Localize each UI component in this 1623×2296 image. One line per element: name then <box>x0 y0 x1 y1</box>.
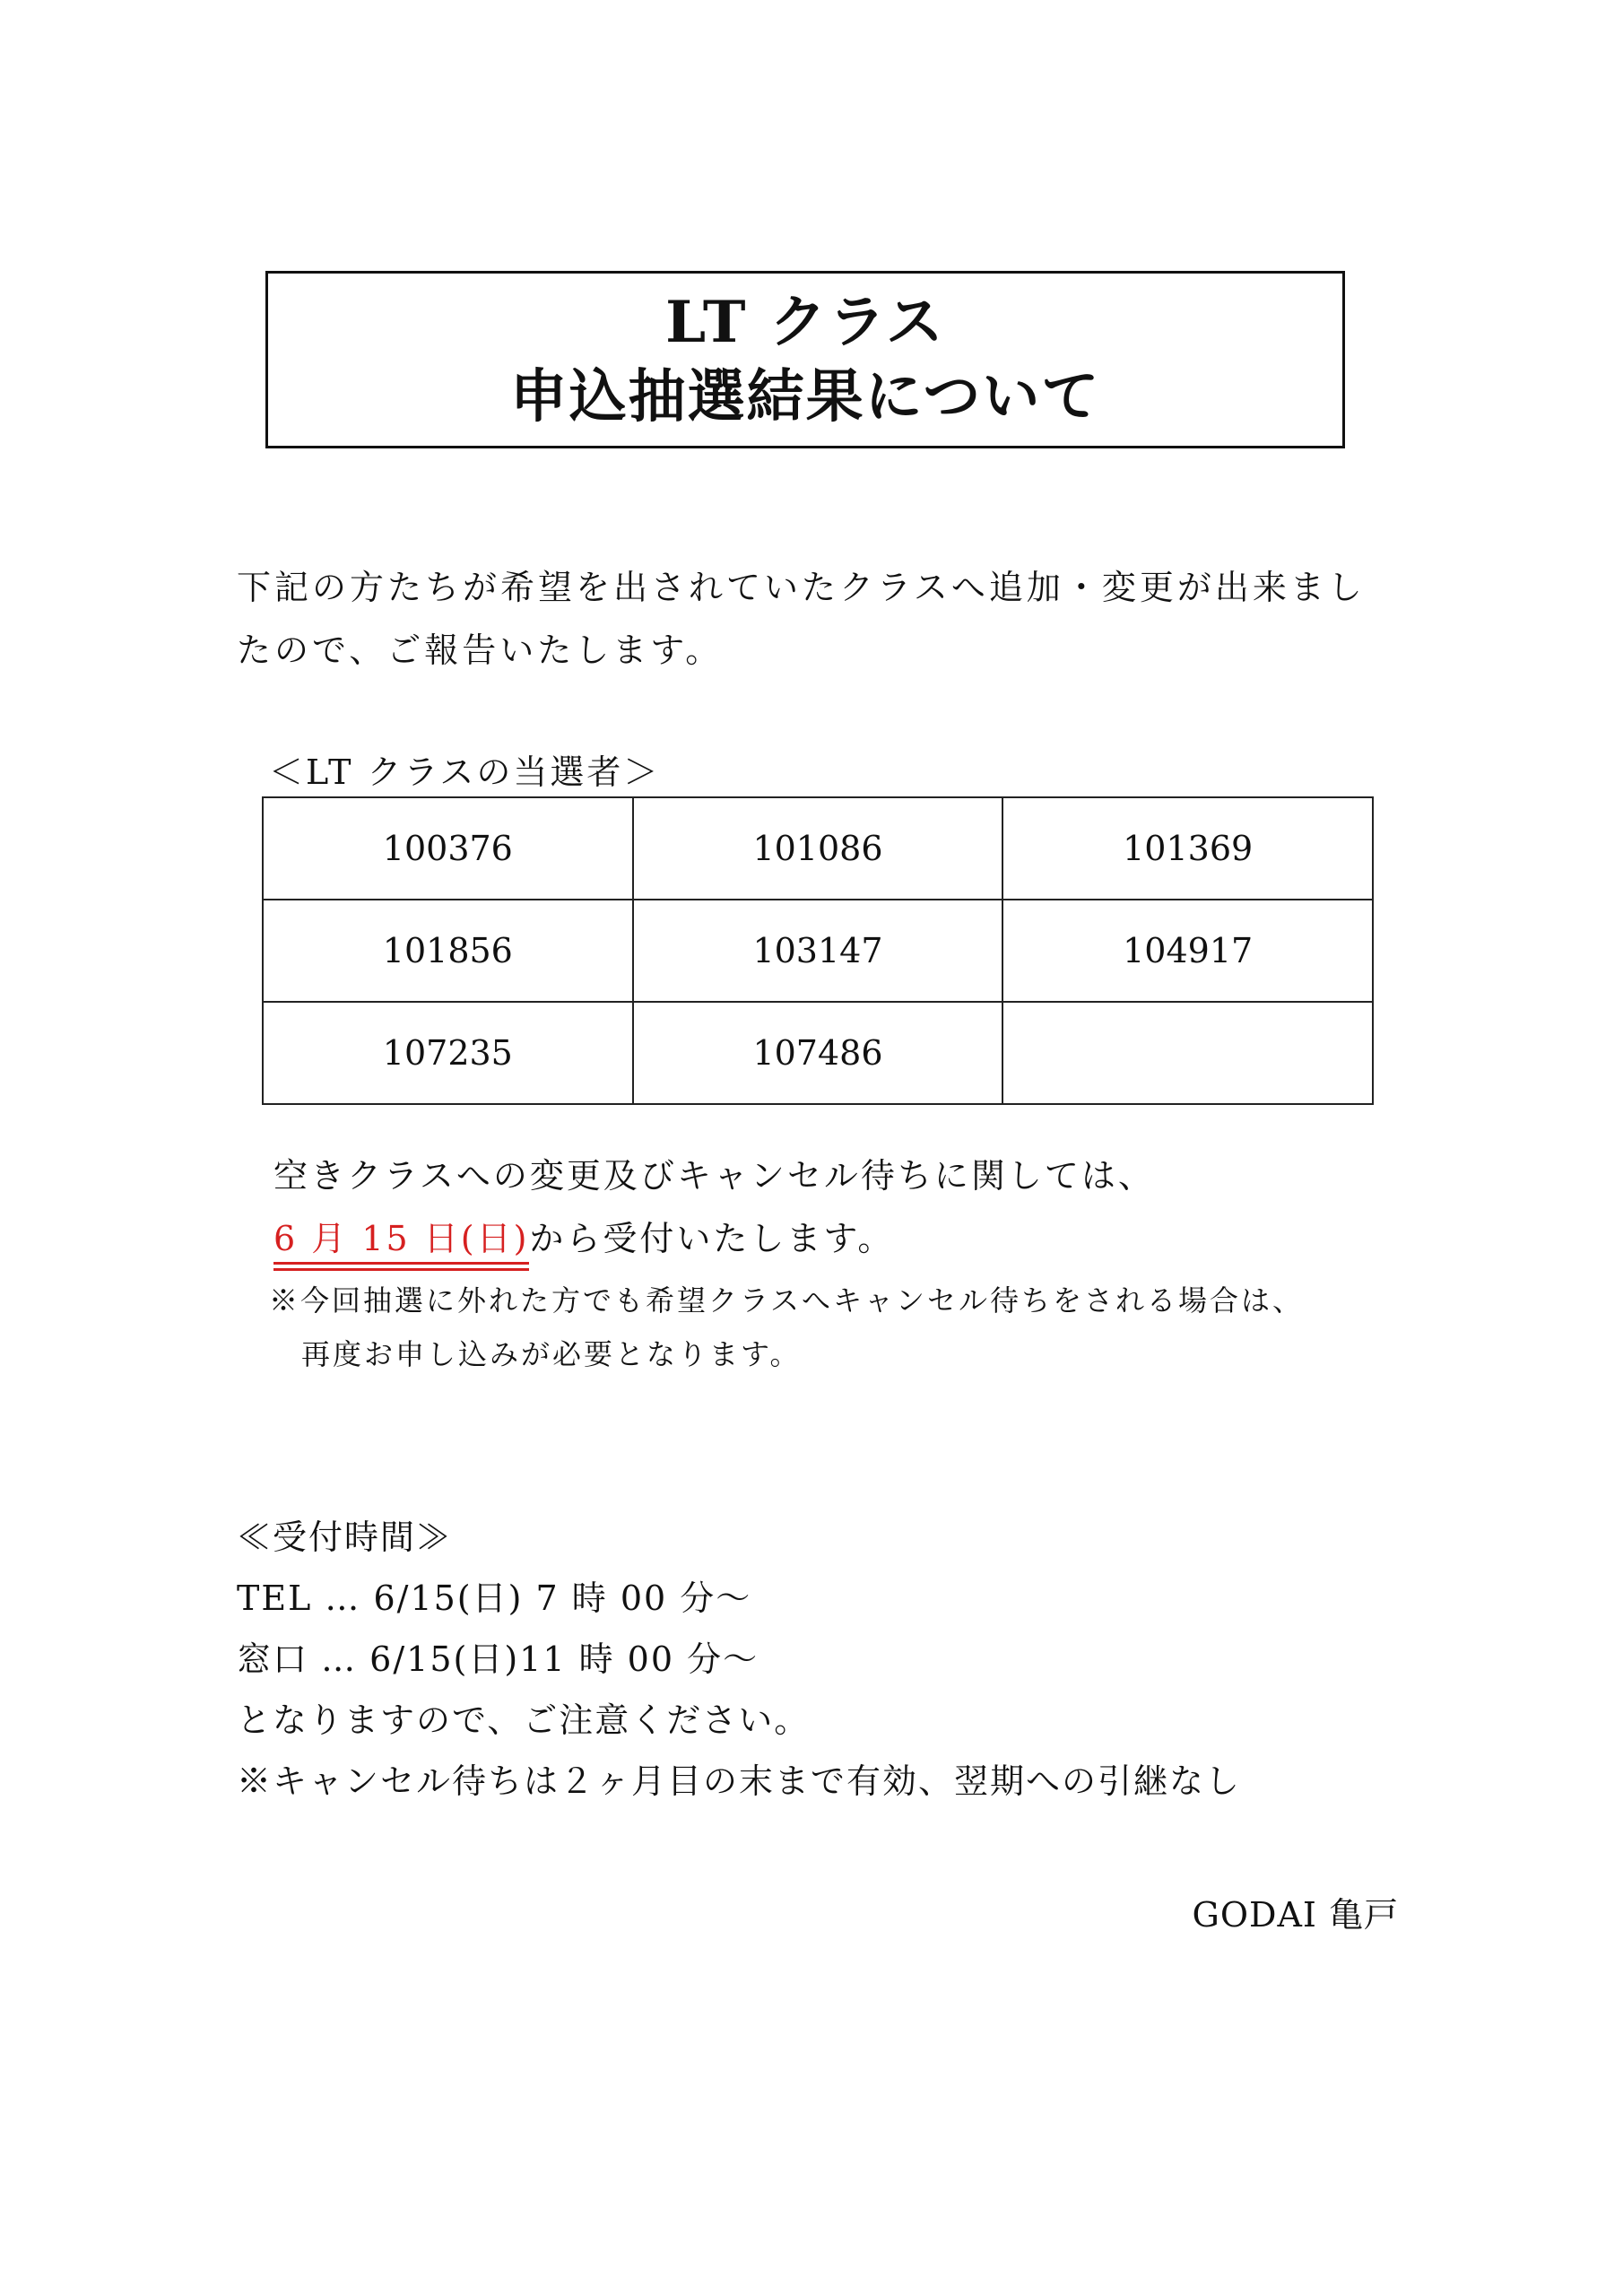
winner-cell: 101856 <box>263 900 633 1002</box>
hours-heading: ≪受付時間≫ <box>237 1518 453 1557</box>
hours-note: ※キャンセル待ちは２ヶ月目の末まで有効、翌期への引継なし <box>237 1761 1242 1801</box>
title-box <box>265 271 1345 448</box>
notice-block <box>273 1144 1155 1270</box>
table-row <box>263 1002 1373 1104</box>
winner-cell: 104917 <box>1002 900 1373 1002</box>
hours-counter: 窓口 … 6/15(日)11 時 00 分～ <box>237 1639 759 1679</box>
winner-cell-empty <box>1002 1002 1373 1104</box>
intro-paragraph <box>237 556 1411 682</box>
reception-hours <box>237 1507 1241 1812</box>
intro-line-2: たので、ご報告いたします。 <box>237 631 724 670</box>
winner-cell: 103147 <box>633 900 1003 1002</box>
lottery-note <box>269 1274 1304 1381</box>
notice-line-1: 空きクラスへの変更及びキャンセル待ちに関しては、 <box>273 1156 1155 1196</box>
winner-cell: 101369 <box>1002 797 1373 900</box>
table-row <box>263 797 1373 900</box>
notice-line-2 <box>273 1207 1155 1270</box>
hours-caution: となりますので、ご注意ください。 <box>237 1700 811 1740</box>
intro-line-1: 下記の方たちが希望を出されていたクラスへ追加・変更が出来まし <box>237 568 1366 607</box>
winner-cell: 107486 <box>633 1002 1003 1104</box>
title-line-1: LT クラス <box>665 288 945 356</box>
notice-line-2-suffix: から受付いたします。 <box>529 1219 895 1258</box>
hours-tel: TEL … 6/15(日) 7 時 00 分～ <box>237 1578 752 1618</box>
table-row <box>263 900 1373 1002</box>
winner-cell: 107235 <box>263 1002 633 1104</box>
winners-table <box>262 796 1374 1105</box>
winner-cell: 100376 <box>263 797 633 900</box>
start-date-highlight: 6 月 15 日(日) <box>273 1215 529 1265</box>
winner-cell: 101086 <box>633 797 1003 900</box>
winners-caption: ＜LT クラスの当選者＞ <box>269 752 661 792</box>
lottery-note-line-2: 再度お申し込みが必要となります。 <box>301 1337 802 1371</box>
title-line-2: 申込抽選結果について <box>509 363 1101 430</box>
lottery-note-line-1: ※今回抽選に外れた方でも希望クラスへキャンセル待ちをされる場合は、 <box>269 1283 1305 1318</box>
signature: GODAI 亀戸 <box>1192 1895 1399 1935</box>
